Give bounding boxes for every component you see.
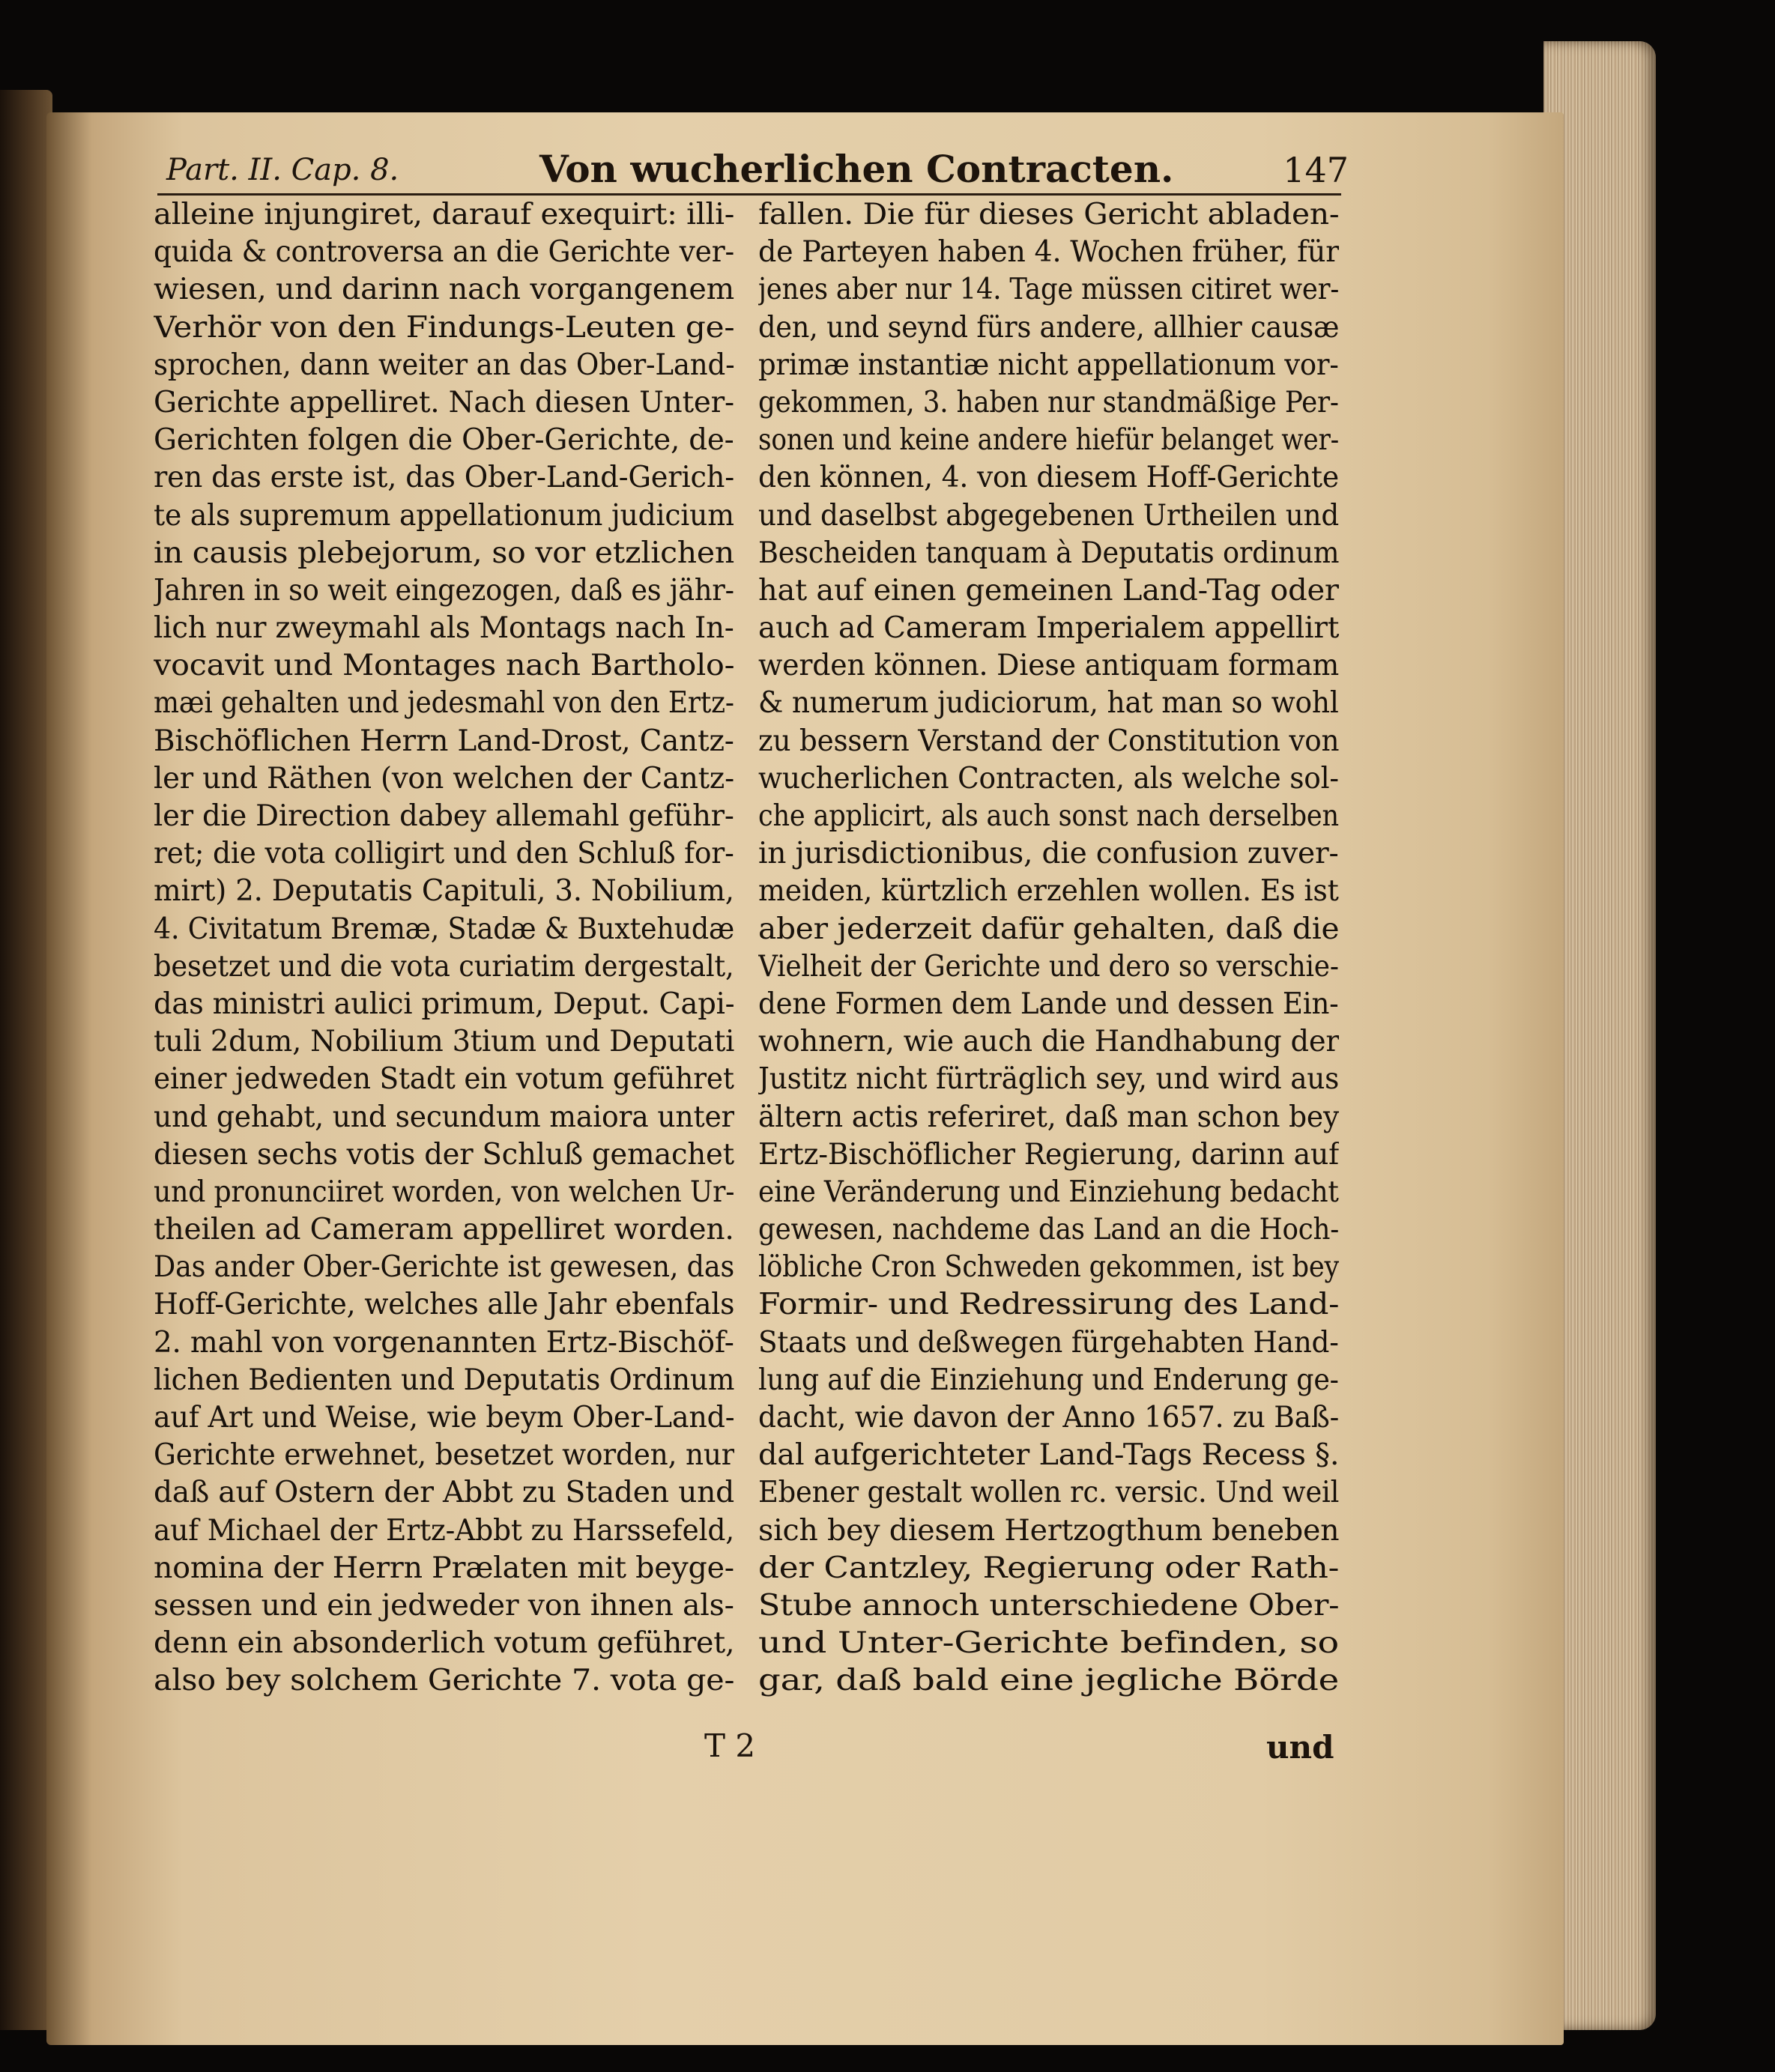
text-line: den können, 4. von diesem Hoff-Gerichte — [758, 461, 1339, 495]
text-line: tuli 2dum, Nobilium 3tium und Deputati — [154, 1025, 734, 1059]
text-line: ler und Räthen (von welchen der Cantz- — [154, 761, 734, 796]
text-line: primæ instantiæ nicht appellationum vor- — [758, 348, 1339, 382]
text-line: Verhör von den Findungs-Leuten ge- — [154, 310, 734, 345]
text-line: ler die Direction dabey allemahl geführ- — [154, 799, 734, 833]
text-line: wiesen, und darinn nach vorgangenem — [154, 273, 734, 307]
text-line: auf Michael der Ertz-Abbt zu Harssefeld, — [154, 1513, 734, 1548]
text-line: Jahren in so weit eingezogen, daß es jähr- — [154, 573, 734, 608]
text-line: den, und seynd fürs andere, allhier causæ — [758, 310, 1339, 345]
text-line: Justitz nicht fürträglich sey, und wird aus — [758, 1062, 1339, 1097]
text-line: auf Art und Weise, wie beym Ober-Land- — [154, 1401, 734, 1435]
text-line: werden können. Diese antiquam formam — [758, 649, 1339, 683]
text-line: auch ad Cameram Imperialem appellirt — [758, 611, 1339, 646]
text-line: Bischöflichen Herrn Land-Drost, Cantz- — [154, 724, 734, 758]
text-line: fallen. Die für dieses Gericht abladen- — [758, 198, 1339, 231]
text-line: & numerum judiciorum, hat man so wohl — [758, 686, 1339, 721]
text-line: sich bey diesem Hertzogthum beneben — [758, 1513, 1339, 1548]
text-line: meiden, kürtzlich erzehlen wollen. Es ist — [758, 874, 1339, 909]
text-line: Ertz-Bischöflicher Regierung, darinn auf — [758, 1137, 1339, 1172]
text-line: mirt) 2. Deputatis Capituli, 3. Nobilium, — [154, 874, 734, 909]
text-line: gekommen, 3. haben nur standmäßige Per- — [758, 385, 1339, 419]
text-line: Gerichten folgen die Ober-Gerichte, de- — [154, 423, 734, 458]
text-line: Formir- und Redressirung des Land- — [758, 1288, 1339, 1322]
text-line: Stube annoch unterschiedene Ober- — [758, 1588, 1339, 1623]
text-line: quida & controversa an die Gerichte ver- — [154, 235, 734, 270]
text-line: Staats und deßwegen fürgehabten Hand- — [758, 1325, 1339, 1360]
text-line: also bey solchem Gerichte 7. vota ge- — [154, 1664, 734, 1698]
text-line: lich nur zweymahl als Montags nach In- — [154, 611, 734, 646]
text-line: löbliche Cron Schweden gekommen, ist bey — [758, 1250, 1339, 1285]
text-line: eine Veränderung und Einziehung bedacht — [758, 1175, 1339, 1209]
text-line: gewesen, nachdeme das Land an die Hoch- — [758, 1213, 1339, 1247]
text-line: ren das erste ist, das Ober-Land-Gerich- — [154, 461, 734, 495]
text-line: Vielheit der Gerichte und dero so verschie- — [758, 949, 1339, 984]
header-title: Von wucherlichen Contracten. — [539, 147, 1174, 191]
right-text-column — [758, 196, 1339, 1700]
text-line: ältern actis referiret, daß man schon bey — [758, 1100, 1339, 1134]
text-line: und daselbst abgegebenen Urtheilen und — [758, 498, 1339, 533]
text-line: diesen sechs votis der Schluß gemachet — [154, 1137, 734, 1172]
text-line: 2. mahl von vorgenannten Ertz-Bischöf- — [154, 1325, 734, 1360]
text-line: daß auf Ostern der Abbt zu Staden und — [154, 1476, 734, 1510]
text-line: Bescheiden tanquam à Deputatis ordinum — [758, 536, 1339, 570]
text-line: mæi gehalten und jedesmahl von den Ertz- — [154, 686, 734, 721]
running-header — [157, 142, 1349, 192]
page-number: 147 — [1283, 150, 1349, 190]
text-line: nomina der Herrn Prælaten mit beyge- — [154, 1551, 734, 1585]
text-line: hat auf einen gemeinen Land-Tag oder — [758, 573, 1339, 608]
text-line: che applicirt, als auch sonst nach derselben — [758, 799, 1339, 833]
text-line: theilen ad Cameram appelliret worden. — [154, 1213, 734, 1247]
text-line: einer jedweden Stadt ein votum geführet — [154, 1062, 734, 1097]
text-line: denn ein absonderlich votum geführet, — [154, 1626, 734, 1661]
text-line: wucherlichen Contracten, als welche sol- — [758, 761, 1339, 796]
text-line: und gehabt, und secundum maiora unter — [154, 1100, 734, 1134]
text-line: lichen Bedienten und Deputatis Ordinum — [154, 1363, 734, 1397]
left-text-column — [154, 196, 734, 1700]
text-line: vocavit und Montages nach Bartholo- — [154, 649, 734, 683]
text-line: wohnern, wie auch die Handhabung der — [758, 1025, 1339, 1059]
text-line: der Cantzley, Regierung oder Rath- — [758, 1551, 1339, 1585]
text-line: te als supremum appellationum judicium — [154, 498, 734, 533]
text-line: lung auf die Einziehung und Enderung ge- — [758, 1363, 1339, 1397]
text-line: besetzet und die vota curiatim dergestalt, — [154, 949, 734, 984]
header-rule — [157, 193, 1341, 196]
text-line: Hoff-Gerichte, welches alle Jahr ebenfals — [154, 1288, 734, 1322]
text-line: sessen und ein jedweder von ihnen als- — [154, 1588, 734, 1623]
signature-mark: T 2 — [704, 1727, 756, 1764]
text-line: sonen und keine andere hiefür belanget wer- — [758, 423, 1339, 458]
text-line: in jurisdictionibus, die confusion zuver- — [758, 837, 1339, 871]
text-line: in causis plebejorum, so vor etzlichen — [154, 536, 734, 570]
text-line: das ministri aulici primum, Deput. Capi- — [154, 987, 734, 1021]
text-line: Ebener gestalt wollen rc. versic. Und weil — [758, 1476, 1339, 1510]
header-part-chapter: Part. II. Cap. 8. — [166, 153, 399, 187]
text-line: dal aufgerichteter Land-Tags Recess §. — [758, 1438, 1339, 1473]
text-line: jenes aber nur 14. Tage müssen citiret wer- — [758, 273, 1339, 307]
text-line: zu bessern Verstand der Constitution von — [758, 724, 1339, 758]
text-line: Gerichte erwehnet, besetzet worden, nur — [154, 1438, 734, 1473]
text-line: Gerichte appelliret. Nach diesen Unter- — [154, 385, 734, 419]
text-line: alleine injungiret, darauf exequirt: illi- — [154, 198, 734, 231]
text-line: sprochen, dann weiter an das Ober-Land- — [154, 348, 734, 382]
text-line: Das ander Ober-Gerichte ist gewesen, das — [154, 1250, 734, 1285]
text-line: und Unter-Gerichte befinden, so — [758, 1626, 1339, 1661]
text-line: dene Formen dem Lande und dessen Ein- — [758, 987, 1339, 1021]
text-line: ret; die vota colligirt und den Schluß for- — [154, 837, 734, 871]
previous-page-edge — [0, 90, 52, 2030]
text-line: und pronunciiret worden, von welchen Ur- — [154, 1175, 734, 1209]
text-line: dacht, wie davon der Anno 1657. zu Baß- — [758, 1401, 1339, 1435]
text-line: gar, daß bald eine jegliche Börde — [758, 1664, 1339, 1698]
text-line: de Parteyen haben 4. Wochen früher, für — [758, 235, 1339, 270]
text-line: 4. Civitatum Bremæ, Stadæ & Buxtehudæ — [154, 912, 734, 946]
text-line: aber jederzeit dafür gehalten, daß die — [758, 912, 1339, 946]
catchword: und — [1266, 1729, 1334, 1766]
